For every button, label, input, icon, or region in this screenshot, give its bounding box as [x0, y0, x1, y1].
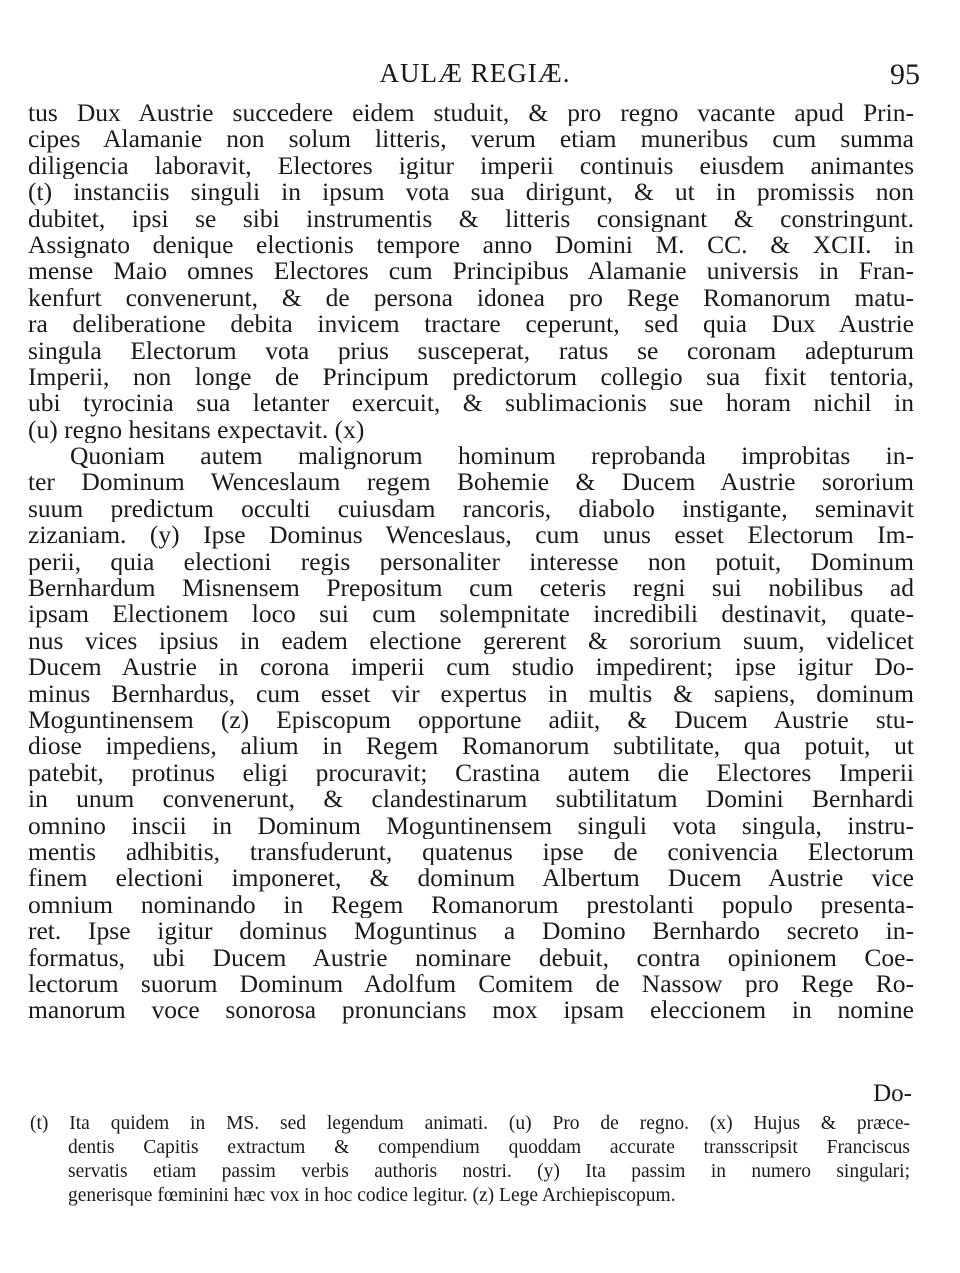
text-line: Bernhardum Misnensem Prepositum cum ceteris regni sui nobilibus ad [28, 575, 914, 602]
running-title: AULÆ REGIÆ. [379, 58, 571, 88]
page-number: 95 [890, 58, 920, 91]
text-line: patebit, protinus eligi procuravit; Crastina autem die Electores Imperii [28, 759, 914, 787]
text-line: omnium nominando in Regem Romanorum prestolanti populo presenta- [28, 891, 914, 919]
text-line: Moguntinensem (z) Episcopum opportune adiit, & Ducem Austrie stu- [28, 706, 914, 734]
text-line: Quoniam autem malignorum hominum reprobanda improbitas in- [70, 443, 914, 470]
text-line: omnino inscii in Dominum Moguntinensem singuli vota singula, instru- [28, 812, 914, 839]
page-header [30, 56, 920, 96]
text-line: ret. Ipse igitur dominus Moguntinus a Domino Bernhardo secreto in- [28, 918, 914, 945]
text-line: singula Electorum vota prius susceperat, ratus se coronam adepturum [28, 337, 914, 364]
body-text [28, 100, 914, 1024]
text-line: kenfurt convenerunt, & de persona idonea pro Rege Romanorum matu- [28, 284, 914, 312]
text-line: (t) instanciis singuli in ipsum vota sua dirigunt, & ut in promissis non [28, 179, 914, 206]
text-line: zizaniam. (y) Ipse Dominus Wenceslaus, cum unus esset Electorum Im- [28, 522, 914, 549]
text-line: mense Maio omnes Electores cum Principibus Alamanie universis in Fran- [28, 258, 914, 285]
footnote-line: servatis etiam passim verbis authoris nostri. (y) Ita passim in numero singulari; [68, 1161, 910, 1182]
text-line: Imperii, non longe de Principum predictorum collegio sua fixit tentoria, [28, 363, 914, 391]
text-line: Assignato denique electionis tempore anno Domini M. CC. & XCII. in [28, 231, 914, 259]
text-line: suum predictum occulti cuiusdam rancoris, diabolo instigante, seminavit [28, 495, 914, 523]
footnote-line: generisque fœminini hæc vox in hoc codice legitur. (z) Lege Archiepiscopum. [68, 1185, 676, 1206]
text-line: ter Dominum Wenceslaum regem Bohemie & Ducem Austrie sororium [28, 469, 914, 496]
text-line: dubitet, ipsi se sibi instrumentis & litteris consignant & constringunt. [28, 205, 914, 232]
text-line: lectorum suorum Dominum Adolfum Comitem de Nassow pro Rege Ro- [28, 970, 914, 998]
text-line: (u) regno hesitans expectavit. (x) [28, 416, 365, 444]
text-line: diligencia laboravit, Electores igitur imperii continuis eiusdem animantes [28, 152, 914, 180]
text-line: finem electioni imponeret, & dominum Albertum Ducem Austrie vice [28, 865, 914, 892]
footnote-line: dentis Capitis extractum & compendium quoddam accurate transscripsit Franciscus [68, 1137, 910, 1158]
text-line: cipes Alamanie non solum litteris, verum etiam muneribus cum summa [28, 126, 914, 153]
text-line: diose impediens, alium in Regem Romanorum subtilitate, qua potuit, ut [28, 733, 914, 760]
text-line: perii, quia electioni regis personaliter interesse non potuit, Dominum [28, 548, 914, 576]
text-line: mentis adhibitis, transfuderunt, quatenus ipse de conivencia Electorum [28, 838, 914, 866]
text-line: ubi tyrocinia sua letanter exercuit, & sublimacionis sue horam nichil in [28, 390, 914, 417]
text-line: tus Dux Austrie succedere eidem studuit, & pro regno vacante apud Prin- [28, 100, 914, 127]
text-line: ra deliberatione debita invicem tractare ceperunt, sed quia Dux Austrie [28, 311, 914, 338]
footnotes [30, 1112, 910, 1208]
text-line: ipsam Electionem loco sui cum solempnitate incredibili destinavit, quate- [28, 601, 914, 628]
text-line: formatus, ubi Ducem Austrie nominare debuit, contra opinionem Coe- [28, 944, 914, 971]
text-line: nus vices ipsius in eadem electione gererent & sororium suum, videlicet [28, 627, 914, 655]
catchword: Do- [873, 1080, 912, 1107]
text-line: in unum convenerunt, & clandestinarum subtilitatum Domini Bernhardi [28, 786, 914, 813]
footnote-line: (t) Ita quidem in MS. sed legendum animati. (u) Pro de regno. (x) Hujus & præce- [30, 1113, 910, 1134]
text-line: manorum voce sonorosa pronuncians mox ipsam eleccionem in nomine [28, 997, 914, 1024]
text-line: Ducem Austrie in corona imperii cum studio impedirent; ipse igitur Do- [28, 654, 914, 681]
text-line: minus Bernhardus, cum esset vir expertus in multis & sapiens, dominum [28, 680, 914, 707]
